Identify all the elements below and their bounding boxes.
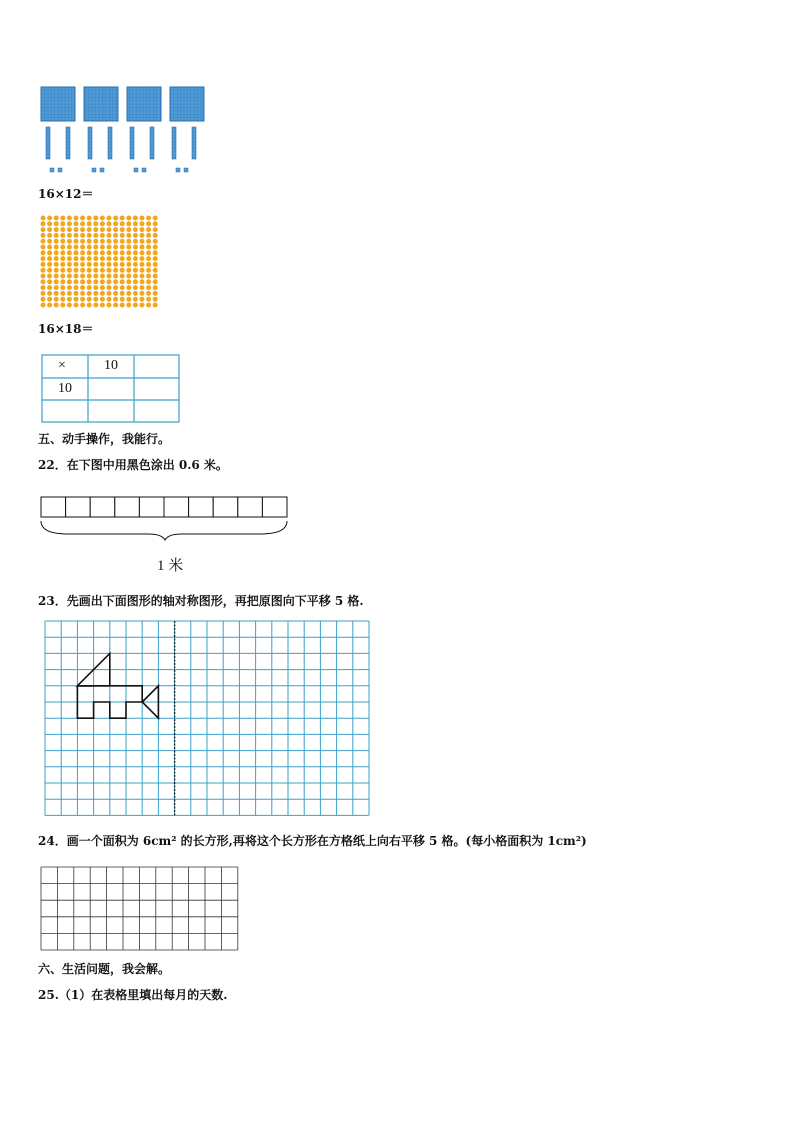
- square-paper-grid: [40, 866, 242, 954]
- table-header-times: ×: [58, 358, 66, 373]
- ten-rods: [46, 127, 196, 159]
- question-22: 22．在下图中用黑色涂出 0.6 米。: [38, 458, 228, 472]
- hundred-flats: [41, 87, 204, 121]
- question-25: 25.（1）在表格里填出每月的天数.: [38, 988, 228, 1002]
- meter-bar: [38, 494, 294, 542]
- symmetry-grid: [44, 620, 376, 820]
- dots: [41, 216, 158, 308]
- section-5-title: 五、动手操作，我能行。: [38, 432, 171, 446]
- dot-array: [40, 215, 162, 310]
- expression-16x18: 16×18＝: [38, 322, 94, 336]
- table-row-10: 10: [58, 381, 72, 396]
- table-header-10: 10: [104, 358, 118, 373]
- brace: [41, 521, 287, 540]
- expression-16x12: 16×12＝: [38, 187, 94, 201]
- question-24: 24．画一个面积为 6cm² 的长方形,再将这个长方形在方格纸上向右平移 5 格。(每小格面积为 1cm²): [38, 834, 587, 848]
- base-ten-blocks: [38, 84, 218, 176]
- section-6-title: 六、生活问题，我会解。: [38, 962, 171, 976]
- meter-label: 1 米: [157, 558, 184, 574]
- question-23: 23．先画出下面图形的轴对称图形，再把原图向下平移 5 格.: [38, 594, 364, 608]
- unit-cubes: [50, 168, 188, 172]
- grid-lines: [41, 867, 238, 950]
- meter-segments: [41, 497, 287, 517]
